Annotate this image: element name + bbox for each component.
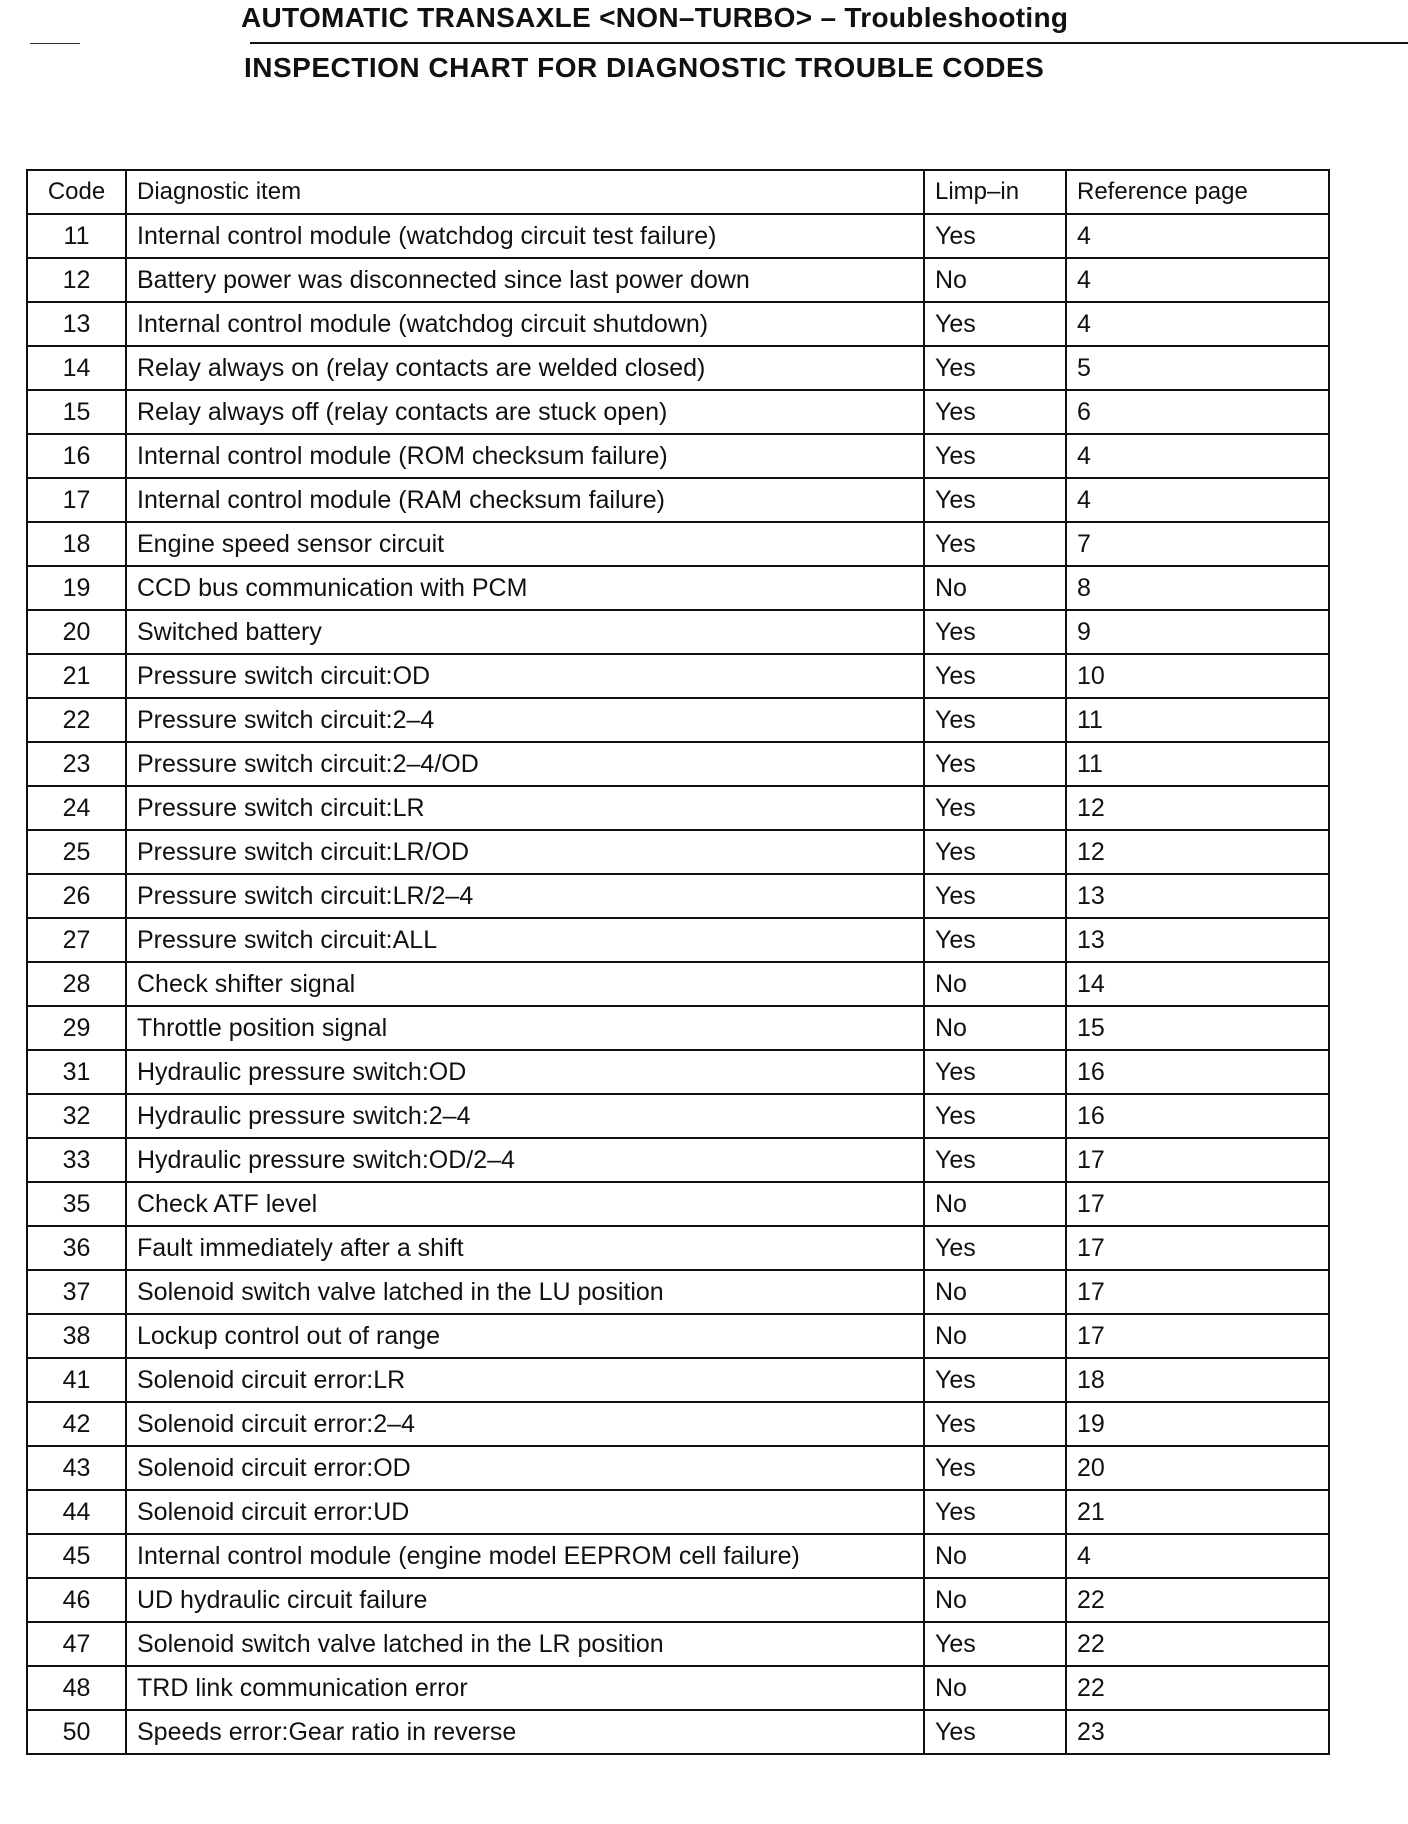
- code-cell: 28: [27, 962, 126, 1006]
- limp-in-cell: Yes: [924, 786, 1066, 830]
- reference-page-cell: 9: [1066, 610, 1329, 654]
- code-cell: 29: [27, 1006, 126, 1050]
- table-row: [27, 1006, 1329, 1050]
- table-row: [27, 742, 1329, 786]
- table-row: [27, 1666, 1329, 1710]
- limp-in-cell: No: [924, 1314, 1066, 1358]
- table-row: [27, 698, 1329, 742]
- diagnostic-item-cell: Pressure switch circuit:LR/2–4: [126, 874, 924, 918]
- page-title: INSPECTION CHART FOR DIAGNOSTIC TROUBLE CODES: [244, 52, 1045, 83]
- reference-page-cell: 12: [1066, 786, 1329, 830]
- code-cell: 19: [27, 566, 126, 610]
- limp-in-cell: Yes: [924, 522, 1066, 566]
- code-cell: 32: [27, 1094, 126, 1138]
- reference-page-cell: 4: [1066, 302, 1329, 346]
- table-header-row: [27, 170, 1329, 214]
- reference-page-cell: 15: [1066, 1006, 1329, 1050]
- code-cell: 13: [27, 302, 126, 346]
- diagnostic-item-cell: Switched battery: [126, 610, 924, 654]
- diagnostic-item-cell: Hydraulic pressure switch:OD/2–4: [126, 1138, 924, 1182]
- code-cell: 21: [27, 654, 126, 698]
- reference-page-cell: 17: [1066, 1182, 1329, 1226]
- diagnostic-item-cell: Relay always on (relay contacts are welded closed): [126, 346, 924, 390]
- diagnostic-item-cell: Pressure switch circuit:2–4: [126, 698, 924, 742]
- table-row: [27, 390, 1329, 434]
- reference-page-cell: 20: [1066, 1446, 1329, 1490]
- code-cell: 26: [27, 874, 126, 918]
- table-row: [27, 1270, 1329, 1314]
- reference-page-cell: 4: [1066, 434, 1329, 478]
- code-cell: 17: [27, 478, 126, 522]
- reference-page-cell: 4: [1066, 478, 1329, 522]
- table-row: [27, 1402, 1329, 1446]
- table-row: [27, 346, 1329, 390]
- section-title: AUTOMATIC TRANSAXLE <NON–TURBO> – Troubleshooting: [241, 2, 1069, 33]
- code-cell: 31: [27, 1050, 126, 1094]
- code-cell: 16: [27, 434, 126, 478]
- diagnostic-item-cell: Hydraulic pressure switch:2–4: [126, 1094, 924, 1138]
- limp-in-cell: Yes: [924, 610, 1066, 654]
- code-cell: 48: [27, 1666, 126, 1710]
- diagnostic-item-cell: Engine speed sensor circuit: [126, 522, 924, 566]
- reference-page-cell: 5: [1066, 346, 1329, 390]
- limp-in-cell: Yes: [924, 346, 1066, 390]
- reference-page-cell: 7: [1066, 522, 1329, 566]
- diagnostic-item-cell: TRD link communication error: [126, 1666, 924, 1710]
- limp-in-cell: Yes: [924, 1226, 1066, 1270]
- code-cell: 14: [27, 346, 126, 390]
- limp-in-cell: Yes: [924, 1402, 1066, 1446]
- diagnostic-item-cell: Relay always off (relay contacts are stuck open): [126, 390, 924, 434]
- diagnostic-item-cell: Solenoid switch valve latched in the LR position: [126, 1622, 924, 1666]
- limp-in-cell: No: [924, 258, 1066, 302]
- diagnostic-item-cell: Pressure switch circuit:LR: [126, 786, 924, 830]
- table-row: [27, 1314, 1329, 1358]
- table-row: [27, 1534, 1329, 1578]
- diagnostic-item-cell: CCD bus communication with PCM: [126, 566, 924, 610]
- limp-in-cell: No: [924, 566, 1066, 610]
- limp-in-cell: Yes: [924, 434, 1066, 478]
- code-cell: 24: [27, 786, 126, 830]
- table-row: [27, 654, 1329, 698]
- limp-in-cell: Yes: [924, 654, 1066, 698]
- reference-page-cell: 11: [1066, 698, 1329, 742]
- limp-in-cell: Yes: [924, 830, 1066, 874]
- diagnostic-item-cell: Pressure switch circuit:ALL: [126, 918, 924, 962]
- table-row: [27, 918, 1329, 962]
- limp-in-cell: Yes: [924, 390, 1066, 434]
- code-cell: 50: [27, 1710, 126, 1754]
- limp-in-cell: Yes: [924, 1622, 1066, 1666]
- limp-in-cell: No: [924, 1270, 1066, 1314]
- table-row: [27, 1622, 1329, 1666]
- table-row: [27, 610, 1329, 654]
- reference-page-cell: 22: [1066, 1666, 1329, 1710]
- table-row: [27, 566, 1329, 610]
- table-row: [27, 1182, 1329, 1226]
- reference-page-cell: 11: [1066, 742, 1329, 786]
- reference-page-cell: 12: [1066, 830, 1329, 874]
- diagnostic-item-cell: Pressure switch circuit:LR/OD: [126, 830, 924, 874]
- diagnostic-item-cell: Battery power was disconnected since last power down: [126, 258, 924, 302]
- table-row: [27, 258, 1329, 302]
- reference-page-cell: 8: [1066, 566, 1329, 610]
- code-cell: 15: [27, 390, 126, 434]
- limp-in-cell: Yes: [924, 1050, 1066, 1094]
- diagnostic-item-cell: Solenoid circuit error:OD: [126, 1446, 924, 1490]
- limp-in-cell: Yes: [924, 1710, 1066, 1754]
- column-header-reference-page: Reference page: [1066, 170, 1329, 214]
- code-cell: 33: [27, 1138, 126, 1182]
- divider: [250, 42, 1408, 44]
- reference-page-cell: 22: [1066, 1622, 1329, 1666]
- reference-page-cell: 13: [1066, 874, 1329, 918]
- diagnostic-item-cell: Solenoid circuit error:UD: [126, 1490, 924, 1534]
- diagnostic-item-cell: Pressure switch circuit:OD: [126, 654, 924, 698]
- limp-in-cell: Yes: [924, 918, 1066, 962]
- table-row: [27, 1094, 1329, 1138]
- table-row: [27, 1226, 1329, 1270]
- reference-page-cell: 10: [1066, 654, 1329, 698]
- limp-in-cell: Yes: [924, 874, 1066, 918]
- limp-in-cell: No: [924, 1666, 1066, 1710]
- table-row: [27, 786, 1329, 830]
- table-row: [27, 1050, 1329, 1094]
- limp-in-cell: No: [924, 962, 1066, 1006]
- table-row: [27, 434, 1329, 478]
- diagnostic-item-cell: Check shifter signal: [126, 962, 924, 1006]
- limp-in-cell: Yes: [924, 1094, 1066, 1138]
- table-row: [27, 962, 1329, 1006]
- table-row: [27, 1358, 1329, 1402]
- reference-page-cell: 17: [1066, 1314, 1329, 1358]
- diagnostic-item-cell: Fault immediately after a shift: [126, 1226, 924, 1270]
- diagnostic-item-cell: Internal control module (RAM checksum failure): [126, 478, 924, 522]
- divider: [30, 43, 80, 44]
- code-cell: 42: [27, 1402, 126, 1446]
- reference-page-cell: 14: [1066, 962, 1329, 1006]
- reference-page-cell: 23: [1066, 1710, 1329, 1754]
- code-cell: 35: [27, 1182, 126, 1226]
- limp-in-cell: No: [924, 1578, 1066, 1622]
- reference-page-cell: 16: [1066, 1094, 1329, 1138]
- code-cell: 22: [27, 698, 126, 742]
- diagnostic-item-cell: Speeds error:Gear ratio in reverse: [126, 1710, 924, 1754]
- code-cell: 37: [27, 1270, 126, 1314]
- dtc-inspection-table: [26, 169, 1330, 1755]
- column-header-diagnostic-item: Diagnostic item: [126, 170, 924, 214]
- reference-page-cell: 4: [1066, 214, 1329, 258]
- diagnostic-item-cell: Solenoid circuit error:2–4: [126, 1402, 924, 1446]
- limp-in-cell: Yes: [924, 742, 1066, 786]
- limp-in-cell: No: [924, 1534, 1066, 1578]
- reference-page-cell: 4: [1066, 1534, 1329, 1578]
- table-row: [27, 302, 1329, 346]
- code-cell: 41: [27, 1358, 126, 1402]
- code-cell: 12: [27, 258, 126, 302]
- limp-in-cell: Yes: [924, 1446, 1066, 1490]
- diagnostic-item-cell: UD hydraulic circuit failure: [126, 1578, 924, 1622]
- table-row: [27, 478, 1329, 522]
- reference-page-cell: 17: [1066, 1138, 1329, 1182]
- reference-page-cell: 13: [1066, 918, 1329, 962]
- reference-page-cell: 17: [1066, 1270, 1329, 1314]
- table-row: [27, 1710, 1329, 1754]
- table-row: [27, 1490, 1329, 1534]
- table-row: [27, 1446, 1329, 1490]
- diagnostic-item-cell: Hydraulic pressure switch:OD: [126, 1050, 924, 1094]
- reference-page-cell: 22: [1066, 1578, 1329, 1622]
- diagnostic-item-cell: Solenoid switch valve latched in the LU position: [126, 1270, 924, 1314]
- diagnostic-item-cell: Internal control module (watchdog circuit test failure): [126, 214, 924, 258]
- limp-in-cell: No: [924, 1182, 1066, 1226]
- reference-page-cell: 4: [1066, 258, 1329, 302]
- code-cell: 20: [27, 610, 126, 654]
- limp-in-cell: Yes: [924, 1490, 1066, 1534]
- diagnostic-item-cell: Throttle position signal: [126, 1006, 924, 1050]
- code-cell: 36: [27, 1226, 126, 1270]
- reference-page-cell: 21: [1066, 1490, 1329, 1534]
- code-cell: 25: [27, 830, 126, 874]
- reference-page-cell: 6: [1066, 390, 1329, 434]
- code-cell: 18: [27, 522, 126, 566]
- diagnostic-item-cell: Check ATF level: [126, 1182, 924, 1226]
- diagnostic-item-cell: Lockup control out of range: [126, 1314, 924, 1358]
- diagnostic-item-cell: Solenoid circuit error:LR: [126, 1358, 924, 1402]
- limp-in-cell: No: [924, 1006, 1066, 1050]
- table-row: [27, 214, 1329, 258]
- limp-in-cell: Yes: [924, 1138, 1066, 1182]
- table-row: [27, 874, 1329, 918]
- reference-page-cell: 17: [1066, 1226, 1329, 1270]
- code-cell: 45: [27, 1534, 126, 1578]
- code-cell: 47: [27, 1622, 126, 1666]
- reference-page-cell: 16: [1066, 1050, 1329, 1094]
- diagnostic-item-cell: Internal control module (ROM checksum failure): [126, 434, 924, 478]
- limp-in-cell: Yes: [924, 214, 1066, 258]
- table-row: [27, 1578, 1329, 1622]
- column-header-limp-in: Limp–in: [924, 170, 1066, 214]
- code-cell: 23: [27, 742, 126, 786]
- limp-in-cell: Yes: [924, 478, 1066, 522]
- diagnostic-item-cell: Internal control module (watchdog circuit shutdown): [126, 302, 924, 346]
- reference-page-cell: 18: [1066, 1358, 1329, 1402]
- column-header-code: Code: [27, 170, 126, 214]
- table-row: [27, 1138, 1329, 1182]
- limp-in-cell: Yes: [924, 1358, 1066, 1402]
- code-cell: 43: [27, 1446, 126, 1490]
- code-cell: 11: [27, 214, 126, 258]
- limp-in-cell: Yes: [924, 302, 1066, 346]
- diagnostic-item-cell: Pressure switch circuit:2–4/OD: [126, 742, 924, 786]
- table-row: [27, 830, 1329, 874]
- table-row: [27, 522, 1329, 566]
- diagnostic-item-cell: Internal control module (engine model EEPROM cell failure): [126, 1534, 924, 1578]
- code-cell: 38: [27, 1314, 126, 1358]
- code-cell: 44: [27, 1490, 126, 1534]
- code-cell: 46: [27, 1578, 126, 1622]
- code-cell: 27: [27, 918, 126, 962]
- reference-page-cell: 19: [1066, 1402, 1329, 1446]
- limp-in-cell: Yes: [924, 698, 1066, 742]
